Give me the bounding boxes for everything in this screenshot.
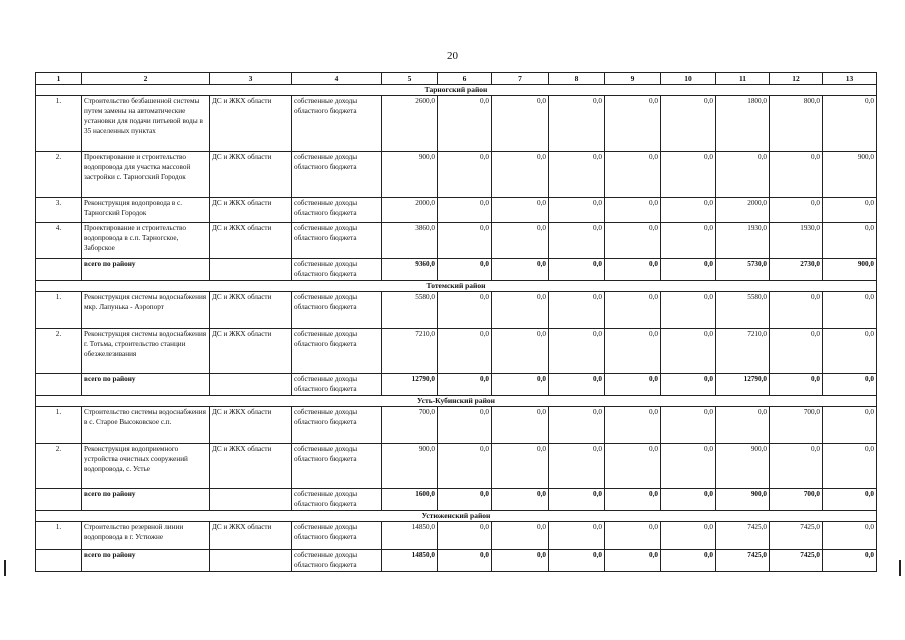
- amount-cell: 0,0: [492, 522, 549, 550]
- funding-source: собственные доходы областного бюджета: [292, 152, 382, 198]
- amount-cell: 900,0: [716, 444, 770, 489]
- amount-cell: 1930,0: [770, 223, 823, 259]
- budget-table: [35, 72, 877, 572]
- column-header: 10: [661, 73, 716, 85]
- amount-cell: 0,0: [549, 96, 605, 152]
- total-amount-cell: 0,0: [492, 259, 549, 281]
- executor: ДС и ЖКХ области: [210, 444, 292, 489]
- amount-cell: 1930,0: [716, 223, 770, 259]
- executor: ДС и ЖКХ области: [210, 407, 292, 444]
- funding-source: собственные доходы областного бюджета: [292, 223, 382, 259]
- amount-cell: 0,0: [438, 444, 492, 489]
- total-amount-cell: 0,0: [549, 489, 605, 511]
- table-row: [36, 407, 877, 444]
- executor: ДС и ЖКХ области: [210, 96, 292, 152]
- total-amount-cell: 2730,0: [770, 259, 823, 281]
- amount-cell: 0,0: [492, 223, 549, 259]
- total-amount-cell: 7425,0: [770, 550, 823, 572]
- district-total-row: [36, 259, 877, 281]
- total-amount-cell: 0,0: [605, 259, 661, 281]
- amount-cell: 0,0: [492, 198, 549, 223]
- amount-cell: 0,0: [661, 152, 716, 198]
- amount-cell: 2600,0: [382, 96, 438, 152]
- amount-cell: 0,0: [605, 329, 661, 374]
- amount-cell: 0,0: [661, 444, 716, 489]
- amount-cell: 0,0: [549, 223, 605, 259]
- column-header: 6: [438, 73, 492, 85]
- total-amount-cell: 0,0: [661, 374, 716, 396]
- funding-source: собственные доходы областного бюджета: [292, 96, 382, 152]
- amount-cell: 0,0: [549, 407, 605, 444]
- total-amount-cell: 900,0: [823, 259, 877, 281]
- row-number: 2.: [36, 329, 82, 374]
- funding-source: собственные доходы областного бюджета: [292, 550, 382, 572]
- empty-cell: [36, 489, 82, 511]
- amount-cell: 2000,0: [382, 198, 438, 223]
- total-amount-cell: 0,0: [823, 550, 877, 572]
- amount-cell: 800,0: [770, 96, 823, 152]
- column-header: 9: [605, 73, 661, 85]
- column-header: 5: [382, 73, 438, 85]
- row-number: 2.: [36, 444, 82, 489]
- amount-cell: 0,0: [661, 96, 716, 152]
- table-row: [36, 198, 877, 223]
- total-amount-cell: 0,0: [549, 259, 605, 281]
- column-header: 4: [292, 73, 382, 85]
- amount-cell: 0,0: [549, 444, 605, 489]
- row-number: 1.: [36, 407, 82, 444]
- table-row: [36, 223, 877, 259]
- total-amount-cell: 5730,0: [716, 259, 770, 281]
- total-amount-cell: 0,0: [770, 374, 823, 396]
- amount-cell: 0,0: [605, 223, 661, 259]
- total-amount-cell: 0,0: [605, 374, 661, 396]
- amount-cell: 0,0: [605, 198, 661, 223]
- total-amount-cell: 0,0: [549, 374, 605, 396]
- project-name: Проектирование и строительство водопровода для участка массовой застройки с. Тарногский Городок: [82, 152, 210, 198]
- total-amount-cell: 0,0: [438, 259, 492, 281]
- amount-cell: 5580,0: [382, 292, 438, 329]
- amount-cell: 0,0: [438, 152, 492, 198]
- total-amount-cell: 1600,0: [382, 489, 438, 511]
- row-number: 4.: [36, 223, 82, 259]
- district-total-row: [36, 489, 877, 511]
- executor: ДС и ЖКХ области: [210, 223, 292, 259]
- executor: ДС и ЖКХ области: [210, 329, 292, 374]
- amount-cell: 0,0: [823, 522, 877, 550]
- amount-cell: 1800,0: [716, 96, 770, 152]
- funding-source: собственные доходы областного бюджета: [292, 407, 382, 444]
- row-number: 1.: [36, 292, 82, 329]
- total-amount-cell: 0,0: [661, 259, 716, 281]
- empty-cell: [210, 374, 292, 396]
- table-row: [36, 522, 877, 550]
- page-number: 20: [447, 50, 458, 62]
- column-header: 13: [823, 73, 877, 85]
- project-name: Реконструкция водоприемного устройства очистных сооружений водопровода, с. Устье: [82, 444, 210, 489]
- amount-cell: 0,0: [549, 522, 605, 550]
- amount-cell: 0,0: [438, 223, 492, 259]
- funding-source: собственные доходы областного бюджета: [292, 374, 382, 396]
- amount-cell: 0,0: [492, 407, 549, 444]
- executor: ДС и ЖКХ области: [210, 292, 292, 329]
- total-amount-cell: 0,0: [438, 374, 492, 396]
- column-header: 3: [210, 73, 292, 85]
- amount-cell: 0,0: [492, 152, 549, 198]
- amount-cell: 700,0: [770, 407, 823, 444]
- funding-source: собственные доходы областного бюджета: [292, 444, 382, 489]
- amount-cell: 0,0: [661, 407, 716, 444]
- funding-source: собственные доходы областного бюджета: [292, 292, 382, 329]
- project-name: Строительство системы водоснабжения в с. Старое Высоковское с.п.: [82, 407, 210, 444]
- project-name: Реконструкция системы водоснабжения мкр. Лапунька - Аэропорт: [82, 292, 210, 329]
- district-title: Усть-Кубинский район: [36, 396, 877, 407]
- amount-cell: 0,0: [549, 292, 605, 329]
- amount-cell: 0,0: [605, 152, 661, 198]
- district-title: Тарногский район: [36, 85, 877, 96]
- amount-cell: 5580,0: [716, 292, 770, 329]
- amount-cell: 0,0: [823, 198, 877, 223]
- amount-cell: 0,0: [438, 96, 492, 152]
- amount-cell: 0,0: [716, 407, 770, 444]
- amount-cell: 14850,0: [382, 522, 438, 550]
- total-amount-cell: 7425,0: [716, 550, 770, 572]
- amount-cell: 7425,0: [770, 522, 823, 550]
- executor: ДС и ЖКХ области: [210, 152, 292, 198]
- funding-source: собственные доходы областного бюджета: [292, 259, 382, 281]
- funding-source: собственные доходы областного бюджета: [292, 329, 382, 374]
- project-name: Строительство резервной линии водопровода в г. Устюжне: [82, 522, 210, 550]
- column-header: 7: [492, 73, 549, 85]
- amount-cell: 0,0: [605, 96, 661, 152]
- amount-cell: 0,0: [605, 444, 661, 489]
- row-number: 3.: [36, 198, 82, 223]
- amount-cell: 0,0: [492, 96, 549, 152]
- amount-cell: 0,0: [823, 407, 877, 444]
- total-amount-cell: 0,0: [492, 489, 549, 511]
- table-row: [36, 292, 877, 329]
- column-header: 2: [82, 73, 210, 85]
- empty-cell: [36, 550, 82, 572]
- district-header-row: [36, 281, 877, 292]
- total-amount-cell: 700,0: [770, 489, 823, 511]
- funding-source: собственные доходы областного бюджета: [292, 198, 382, 223]
- amount-cell: 700,0: [382, 407, 438, 444]
- column-header: 11: [716, 73, 770, 85]
- amount-cell: 900,0: [823, 152, 877, 198]
- scan-edge-mark-left: [4, 560, 6, 576]
- amount-cell: 0,0: [770, 444, 823, 489]
- amount-cell: 900,0: [382, 444, 438, 489]
- amount-cell: 0,0: [823, 292, 877, 329]
- amount-cell: 3860,0: [382, 223, 438, 259]
- amount-cell: 0,0: [661, 223, 716, 259]
- row-number: 1.: [36, 96, 82, 152]
- empty-cell: [36, 259, 82, 281]
- amount-cell: 0,0: [605, 292, 661, 329]
- total-amount-cell: 12790,0: [716, 374, 770, 396]
- amount-cell: 0,0: [661, 198, 716, 223]
- total-amount-cell: 0,0: [605, 489, 661, 511]
- total-amount-cell: 0,0: [438, 550, 492, 572]
- table-row: [36, 96, 877, 152]
- amount-cell: 0,0: [438, 522, 492, 550]
- total-label: всего по району: [82, 259, 210, 281]
- funding-source: собственные доходы областного бюджета: [292, 489, 382, 511]
- amount-cell: 7425,0: [716, 522, 770, 550]
- district-total-row: [36, 550, 877, 572]
- amount-cell: 0,0: [770, 152, 823, 198]
- district-header-row: [36, 396, 877, 407]
- table-row: [36, 444, 877, 489]
- amount-cell: 0,0: [823, 223, 877, 259]
- amount-cell: 0,0: [661, 292, 716, 329]
- district-title: Устюженский район: [36, 511, 877, 522]
- amount-cell: 0,0: [823, 444, 877, 489]
- amount-cell: 7210,0: [382, 329, 438, 374]
- row-number: 1.: [36, 522, 82, 550]
- district-total-row: [36, 374, 877, 396]
- project-name: Реконструкция системы водоснабжения г. Тотьма, строительство станции обезжелезивания: [82, 329, 210, 374]
- header-row: [36, 73, 877, 85]
- project-name: Строительство безбашенной системы путем замены на автоматические установки для подачи питьевой воды в 35 населенных пунктах: [82, 96, 210, 152]
- amount-cell: 0,0: [823, 96, 877, 152]
- amount-cell: 0,0: [438, 329, 492, 374]
- amount-cell: 900,0: [382, 152, 438, 198]
- empty-cell: [210, 489, 292, 511]
- total-amount-cell: 0,0: [661, 550, 716, 572]
- amount-cell: 0,0: [770, 198, 823, 223]
- total-amount-cell: 900,0: [716, 489, 770, 511]
- amount-cell: 0,0: [716, 152, 770, 198]
- project-name: Проектирование и строительство водопровода в с.п. Тарногское, Заборское: [82, 223, 210, 259]
- amount-cell: 0,0: [605, 522, 661, 550]
- amount-cell: 7210,0: [716, 329, 770, 374]
- district-title: Тотемский район: [36, 281, 877, 292]
- total-amount-cell: 0,0: [492, 550, 549, 572]
- row-number: 2.: [36, 152, 82, 198]
- table-row: [36, 152, 877, 198]
- total-amount-cell: 0,0: [823, 489, 877, 511]
- total-amount-cell: 0,0: [549, 550, 605, 572]
- amount-cell: 2000,0: [716, 198, 770, 223]
- amount-cell: 0,0: [492, 444, 549, 489]
- amount-cell: 0,0: [492, 292, 549, 329]
- amount-cell: 0,0: [823, 329, 877, 374]
- total-label: всего по району: [82, 550, 210, 572]
- empty-cell: [210, 550, 292, 572]
- district-header-row: [36, 85, 877, 96]
- empty-cell: [210, 259, 292, 281]
- total-amount-cell: 0,0: [605, 550, 661, 572]
- amount-cell: 0,0: [770, 329, 823, 374]
- total-amount-cell: 12790,0: [382, 374, 438, 396]
- funding-source: собственные доходы областного бюджета: [292, 522, 382, 550]
- column-header: 1: [36, 73, 82, 85]
- amount-cell: 0,0: [438, 198, 492, 223]
- amount-cell: 0,0: [438, 292, 492, 329]
- total-amount-cell: 0,0: [492, 374, 549, 396]
- amount-cell: 0,0: [492, 329, 549, 374]
- executor: ДС и ЖКХ области: [210, 198, 292, 223]
- empty-cell: [36, 374, 82, 396]
- amount-cell: 0,0: [438, 407, 492, 444]
- amount-cell: 0,0: [549, 152, 605, 198]
- column-header: 12: [770, 73, 823, 85]
- amount-cell: 0,0: [661, 522, 716, 550]
- amount-cell: 0,0: [549, 198, 605, 223]
- total-amount-cell: 14850,0: [382, 550, 438, 572]
- project-name: Реконструкция водопровода в с. Тарногский Городок: [82, 198, 210, 223]
- total-amount-cell: 0,0: [438, 489, 492, 511]
- table-row: [36, 329, 877, 374]
- district-header-row: [36, 511, 877, 522]
- amount-cell: 0,0: [770, 292, 823, 329]
- column-header: 8: [549, 73, 605, 85]
- total-amount-cell: 0,0: [661, 489, 716, 511]
- total-label: всего по району: [82, 489, 210, 511]
- executor: ДС и ЖКХ области: [210, 522, 292, 550]
- amount-cell: 0,0: [661, 329, 716, 374]
- total-label: всего по району: [82, 374, 210, 396]
- total-amount-cell: 9360,0: [382, 259, 438, 281]
- amount-cell: 0,0: [605, 407, 661, 444]
- amount-cell: 0,0: [549, 329, 605, 374]
- scan-edge-mark-right: [899, 560, 901, 576]
- total-amount-cell: 0,0: [823, 374, 877, 396]
